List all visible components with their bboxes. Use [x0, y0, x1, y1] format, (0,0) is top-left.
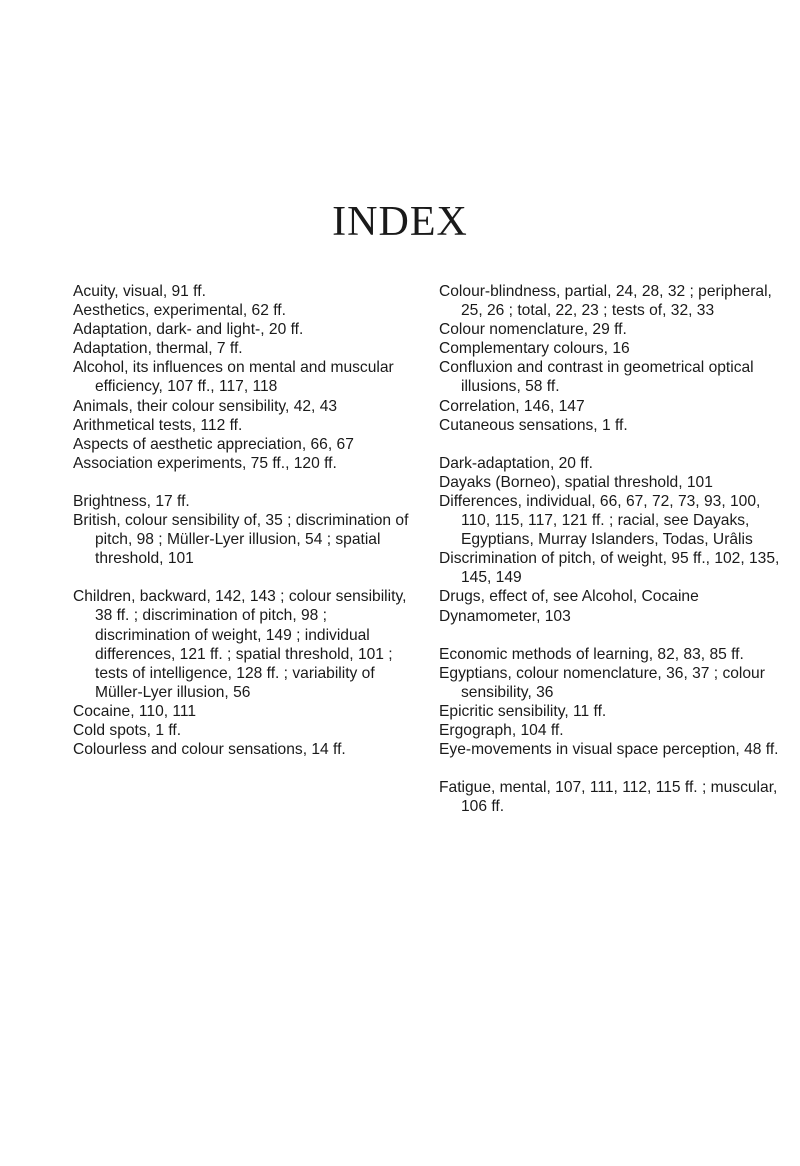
index-entry: British, colour sensibility of, 35 ; discrimination of pitch, 98 ; Müller-Lyer illusion, 54 ; spatial threshold, 101: [73, 512, 409, 568]
index-column-right: [439, 282, 784, 816]
index-entry: Dark-adaptation, 20 ff.: [439, 454, 594, 472]
index-entry: Egyptians, colour nomenclature, 36, 37 ; colour sensibility, 36: [439, 664, 765, 701]
page-title: INDEX: [332, 199, 468, 245]
index-entry: Ergograph, 104 ff.: [439, 721, 564, 739]
index-entry: Economic methods of learning, 82, 83, 85 ff.: [439, 645, 744, 663]
index-entry: Colour nomenclature, 29 ff.: [439, 321, 627, 339]
index-entry: Arithmetical tests, 112 ff.: [73, 416, 243, 434]
index-entry: Correlation, 146, 147: [439, 397, 585, 415]
index-entry: Colour-blindness, partial, 24, 28, 32 ; peripheral, 25, 26 ; total, 22, 23 ; tests of, 32, 33: [439, 283, 772, 320]
index-entry: Dayaks (Borneo), spatial threshold, 101: [439, 473, 713, 491]
index-entry: Children, backward, 142, 143 ; colour sensibility, 38 ff. ; discrimination of pitch, 98 ; discrimination of weight, 149 ; individual differences, 121 ff. ; spatial threshold, 101 ; tests of intelligence, 128 ff. ; variability of Müller-Lyer illusion, 56: [73, 588, 407, 701]
index-entry: Dynamometer, 103: [439, 607, 571, 625]
index-entry: Alcohol, its influences on mental and muscular efficiency, 107 ff., 117, 118: [73, 359, 394, 396]
index-entry: Complementary colours, 16: [439, 340, 630, 358]
index-entry: Acuity, visual, 91 ff.: [73, 283, 206, 300]
index-entry: Confluxion and contrast in geometrical optical illusions, 58 ff.: [439, 359, 754, 396]
index-entry: Fatigue, mental, 107, 111, 112, 115 ff. ; muscular, 106 ff.: [439, 779, 778, 816]
index-entry: Discrimination of pitch, of weight, 95 ff., 102, 135, 145, 149: [439, 550, 780, 587]
index-entry: Cocaine, 110, 111: [73, 702, 197, 720]
index-column-left: [73, 282, 418, 759]
index-entry: Animals, their colour sensibility, 42, 43: [73, 397, 338, 415]
index-entry: Association experiments, 75 ff., 120 ff.: [73, 454, 337, 472]
index-entry: Cold spots, 1 ff.: [73, 721, 182, 739]
index-entry: Brightness, 17 ff.: [73, 492, 190, 510]
index-entry: Eye-movements in visual space perception, 48 ff.: [439, 741, 779, 759]
index-entry: Drugs, effect of, see Alcohol, Cocaine: [439, 588, 699, 606]
index-entry: Aspects of aesthetic appreciation, 66, 67: [73, 435, 354, 453]
index-entry: Adaptation, thermal, 7 ff.: [73, 340, 243, 358]
index-entry: Epicritic sensibility, 11 ff.: [439, 702, 607, 720]
index-entry: Differences, individual, 66, 67, 72, 73, 93, 100, 110, 115, 117, 121 ff. ; racial, see Dayaks, Egyptians, Murray Islanders, Todas, Urâlis: [439, 492, 761, 549]
index-entry: Adaptation, dark- and light-, 20 ff.: [73, 321, 304, 339]
index-entry: Cutaneous sensations, 1 ff.: [439, 416, 628, 434]
index-entry: Aesthetics, experimental, 62 ff.: [73, 302, 286, 320]
index-entry: Colourless and colour sensations, 14 ff.: [73, 741, 346, 759]
